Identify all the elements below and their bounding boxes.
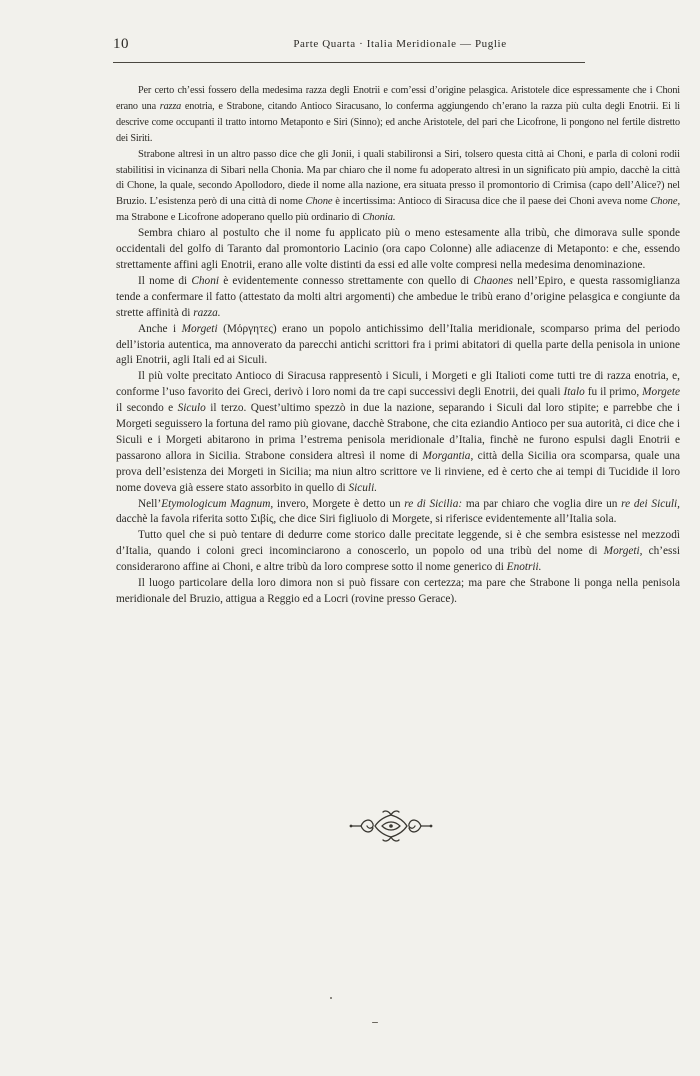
- italic-term: re dei Siculi,: [621, 497, 680, 510]
- text-run: Strabone altresì in un altro passo dice che gli Jonii, i quali stabilironsi a Siri, tolsero questa città ai Choni, e parla di coloni rodii stabilitisi in vicinanza di Sibari nella Chonia. Ma par chiaro che il nome fu adoperato altresì in un significato più ampio, dacchè la città di Chone, la quale, secondo Apollodoro, diede il nome alla nazione, era situata presso il promontorio di Crimisa (capo dell’Alice?) nel Bruzio. L’esistenza però di una città di nome: [116, 148, 680, 208]
- text-run: ma par chiaro che voglia dire un: [462, 497, 622, 510]
- text-run: il secondo e: [116, 402, 178, 415]
- text-run: ma Strabone e Licofrone adoperano quello più ordinario di: [116, 212, 363, 224]
- paragraph: [116, 528, 680, 576]
- text-run: dacchè la favola riferita sotto Σιβίς, che dice Siri figliuolo di Morgete, si riferisce evidentemente all’Italia sola.: [116, 513, 617, 526]
- text-run: il terzo. Quest’ultimo spezzò in due la nazione, separando i Siculi dal loro stipite; e parrebbe che i Morgeti seguissero la fortuna del ramo più giovane, dacchè Strabone, che cita eziandio Antioco per sua autorità, ci dice che i Siculi e i Morgeti abitarono in prima l’estrema penisola meridionale d’Italia, finchè ne furono espulsi dagli Enotrii e passarono allora in Sicilia. Strabone considera altresì il nome di: [116, 402, 680, 462]
- italic-term: Morgete: [642, 386, 680, 399]
- italic-term: Enotrii.: [506, 561, 542, 574]
- text-run: (Μόργητες) erano un popolo antichissimo dell’Italia meridionale, scomparso prima del periodo dell’istoria autentica, ma annoverato da parecchi antichi scrittori fra i primi abitatori di quella parte della penisola in unione agli Enotrii, agli Itali ed ai Siculi.: [116, 322, 680, 367]
- italic-term: Chonia.: [362, 212, 396, 224]
- italic-term: Choni: [191, 274, 219, 287]
- paragraph: [116, 576, 680, 608]
- italic-term: Italo: [563, 386, 585, 399]
- text-run: Per certo ch’essi fossero della medesima razza degli Enotrii e com’essi d’origine pelasgica. Aristotele dice espressamente che i Choni erano una: [116, 85, 680, 112]
- paragraph: [116, 274, 680, 322]
- paragraph: [116, 369, 680, 496]
- italic-term: Chaones: [473, 274, 513, 287]
- italic-term: Etymologicum Magnum,: [161, 497, 274, 510]
- paragraph: [116, 322, 680, 370]
- paragraph: [116, 226, 680, 274]
- text-run: Anche i: [138, 322, 182, 335]
- paper-speck: [330, 997, 332, 999]
- text-run: Il nome di: [138, 274, 192, 287]
- text-run: fu il primo,: [584, 386, 643, 399]
- paragraph: [116, 497, 680, 529]
- paragraph: [116, 147, 680, 227]
- text-run: Il luogo particolare della loro dimora non si può fissare con certezza; ma pare che Strabone li ponga nella penisola meridionale del Bruzio, attigua a Reggio ed a Locri (rovine presso Gerace).: [116, 577, 680, 605]
- fleuron-ornament-icon: [346, 805, 436, 847]
- text-run: Tutto quel che si può tentare di dedurre come storico dalle precitate leggende, si è che sembra esistesse nel mezzodì d’Italia, quando i coloni greci incominciarono a conoscerlo, un popolo od una tribù del nome di: [116, 529, 680, 558]
- italic-term: Morgantia,: [422, 449, 474, 462]
- italic-term: Siculo: [177, 402, 206, 415]
- text-run: enotria, e Strabone, citando Antioco Siracusano, lo conferma aggiungendo ch’erano la razza più culta degli Enotrii. Ei li descrive come occupanti il tratto intorno Metaponto e Siri (Sinno); ed anche Aristotele, del pari che Licofrone, li pongono nel fertile distretto dei Siriti.: [116, 100, 680, 144]
- italic-term: razza.: [193, 306, 221, 319]
- italic-term: Chone,: [650, 196, 681, 208]
- header-rule: [113, 62, 585, 63]
- italic-term: Chone: [305, 196, 333, 208]
- italic-term: razza: [159, 100, 182, 112]
- text-body: [116, 83, 680, 608]
- text-run: città della Sicilia ora scomparsa, quale una prova dell’esistenza dei Morgeti in Sicilia; ma niun altro scrittore ve li rinviene, ed è certo che ai tempi di Tucidide il loro nome doveva già essere stato assorbito in quello di: [116, 449, 680, 494]
- italic-term: Siculi.: [348, 481, 378, 494]
- text-run: è evidentemente connesso strettamente con quello di: [219, 274, 474, 287]
- text-run: Nell’: [138, 497, 162, 510]
- text-run: Il più volte precitato Antioco di Siracusa rappresentò i Siculi, i Morgeti e gli Italioti come tutti tre di razza enotria, e, conforme l’uso favorito dei Greci, derivò i loro nomi da tre capi successivi degli Enotrii, dei quali: [116, 370, 680, 399]
- text-run: è incertissima: Antioco di Siracusa dice che il paese dei Choni aveva nome: [332, 196, 651, 208]
- paragraph: [116, 83, 680, 147]
- text-run: Sembra chiaro al postulto che il nome fu applicato più o meno estesamente alla tribù, che dimorava sulle sponde occidentali del golfo di Taranto dal promontorio Lacinio (ora capo Colonne) alle adiacenze di Metaponto: e che, essendo strettamente affini agli Enotrii, erano alle volte distinti da essi ed alle volte compresi nella medesima denominazione.: [116, 227, 680, 271]
- italic-term: re di Sicilia:: [404, 497, 463, 510]
- page-number: 10: [113, 36, 129, 52]
- italic-term: Morgeti,: [603, 545, 643, 558]
- running-head: Parte Quarta · Italia Meridionale — Puglie: [293, 38, 507, 50]
- paper-speck: [372, 1022, 378, 1023]
- text-run: ch’essi considerarono affine ai Choni, e altre tribù da loro comprese sotto il nome generico di: [116, 545, 680, 574]
- italic-term: Morgeti: [181, 322, 218, 335]
- text-run: nell’Epiro, e questa rassomiglianza tende a confermare il fatto (attestato da molti altri argomenti) che ambedue le tribù erano d’origine pelasgica e congiunte da strette affinità di: [116, 274, 680, 319]
- text-run: invero, Morgete è detto un: [273, 497, 405, 510]
